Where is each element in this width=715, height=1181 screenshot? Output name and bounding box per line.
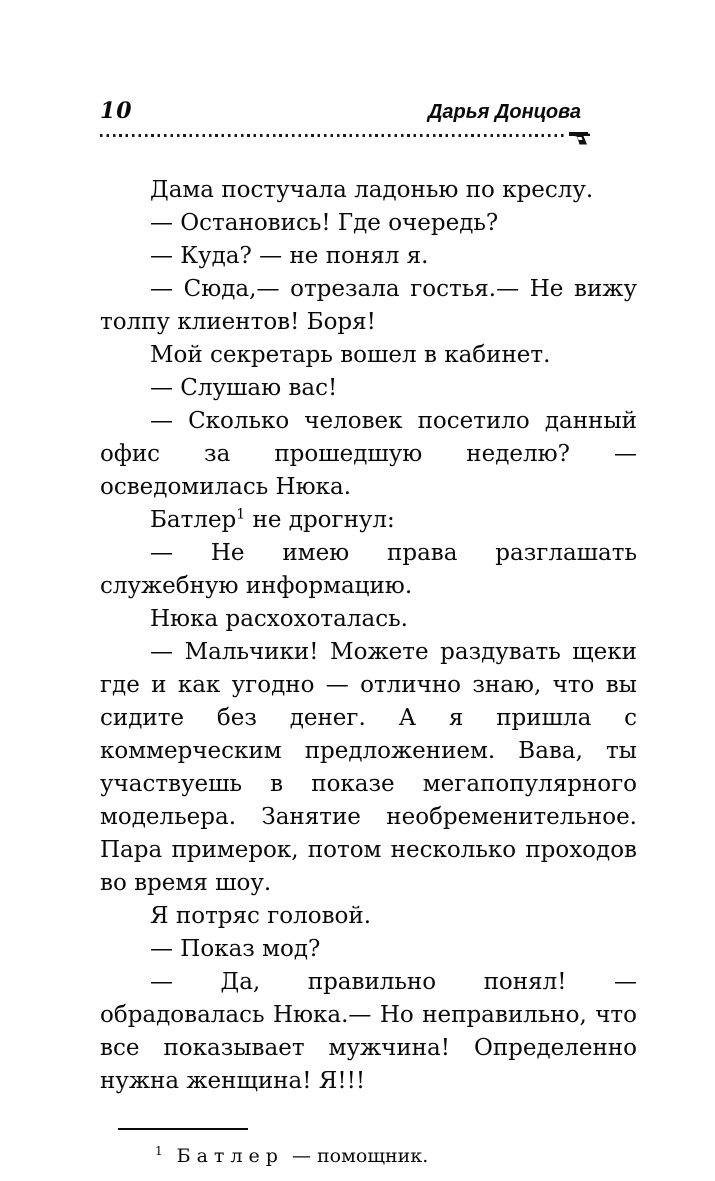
footnote-marker: 1 xyxy=(155,1143,163,1158)
header-row xyxy=(100,98,637,124)
paragraph xyxy=(100,504,637,537)
paragraph-text: не дрогнул: xyxy=(245,507,395,533)
page-number: 10 xyxy=(100,98,133,124)
paragraph: Мой секретарь вошел в кабинет. xyxy=(150,342,551,368)
dotted-rule xyxy=(100,134,566,137)
paragraph: — Слушаю вас! xyxy=(150,375,338,401)
paragraph: — Сколько человек посетило данный офис за прошедшую неделю? — осведомилась Нюка. xyxy=(100,408,637,500)
paragraph: — Куда? — не понял я. xyxy=(150,243,429,269)
header-rule-row xyxy=(100,126,637,144)
page-body xyxy=(100,174,637,1098)
paragraph: Нюка расхохоталась. xyxy=(150,606,408,632)
page-header xyxy=(100,98,637,144)
footnote-text xyxy=(100,1144,637,1168)
paragraph-text: Батлер xyxy=(150,507,237,533)
paragraph: — Да, правильно понял! — обрадовалась Нюка.— Но неправильно, что все показывает мужчина! Определенно нужна женщина! Я!!! xyxy=(100,969,637,1094)
paragraph: — Сюда,— отрезала гостья.— Не вижу толпу клиентов! Боря! xyxy=(100,276,637,335)
pistol-icon xyxy=(569,129,593,146)
paragraph: — Показ мод? xyxy=(150,936,321,962)
paragraph: — Остановись! Где очередь? xyxy=(150,210,499,236)
author-name: Дарья Донцова xyxy=(427,101,581,123)
footnote-rule xyxy=(118,1128,248,1130)
footnote-body: — помощник. xyxy=(291,1145,429,1167)
paragraph: Дама постучала ладонью по креслу. xyxy=(150,177,594,203)
footnote-term: Батлер xyxy=(176,1145,284,1167)
footnote-reference: 1 xyxy=(236,506,246,523)
paragraph: Я потряс головой. xyxy=(150,903,372,929)
paragraph: — Мальчики! Можете раздувать щеки где и как угодно — отлично знаю, что вы сидите без денег. А я пришла с коммерческим предложением. Вава, ты участвуешь в показе мегапопулярного модельера. Занятие необременительное. Пара примерок, потом несколько проходов во время шоу. xyxy=(100,639,637,896)
footnote xyxy=(100,1128,637,1168)
paragraph: — Не имею права разглашать служебную информацию. xyxy=(100,540,637,599)
